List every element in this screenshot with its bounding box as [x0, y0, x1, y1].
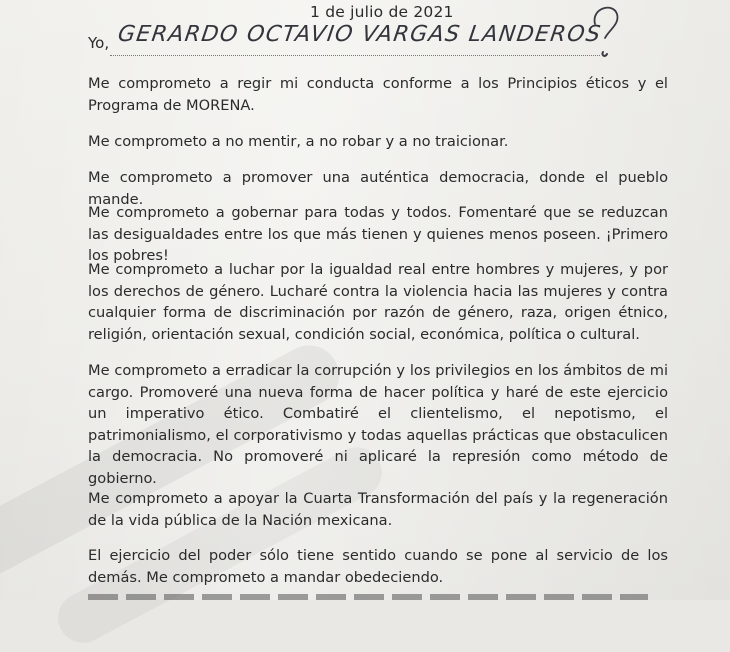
handwritten-flourish-icon: [583, 2, 623, 62]
cut-off-text-line: [88, 594, 648, 600]
commitment-paragraph: Me comprometo a luchar por la igualdad real entre hombres y mujeres, y por los derechos de género. Lucharé contra la violencia hacia las mujeres y contra cualquier forma de discriminación por razón de género, raza, origen étnico, religión, orientación sexual, condición social, económica, política o cultural.: [88, 261, 668, 343]
commitment-paragraph: Me comprometo a promover una auténtica democracia, donde el pueblo mande.: [88, 169, 668, 208]
commitment-paragraph: Me comprometo a no mentir, a no robar y a no traicionar.: [88, 133, 509, 150]
commitment-paragraph: Me comprometo a gobernar para todas y todos. Fomentaré que se reduzcan las desigualdades entre los que más tienen y quienes menos poseen. ¡Primero los pobres!: [88, 204, 668, 264]
yo-label: Yo,: [88, 34, 110, 52]
commitment-paragraph: Me comprometo a regir mi conducta conforme a los Principios éticos y el Programa de MORENA.: [88, 75, 668, 114]
commitment-paragraph: Me comprometo a erradicar la corrupción y los privilegios en los ámbitos de mi cargo. Promoveré una nueva forma de hacer política y haré de este ejercicio un imperativo ético. Combatiré el clientelismo, el nepotismo, el patrimonialismo, el corporativismo y todas aquellas prácticas que obstaculicen la democracia. No promoveré ni aplicaré la represión como método de gobierno.: [88, 362, 668, 487]
name-line: [110, 55, 600, 56]
handwritten-name: GERARDO OCTAVIO VARGAS LANDEROS: [116, 22, 604, 47]
commitment-paragraph: Me comprometo a apoyar la Cuarta Transformación del país y la regeneración de la vida pública de la Nación mexicana.: [88, 490, 668, 529]
document-date: 1 de julio de 2021: [310, 3, 454, 21]
commitment-paragraph: El ejercicio del poder sólo tiene sentido cuando se pone al servicio de los demás. Me comprometo a mandar obedeciendo.: [88, 547, 668, 586]
